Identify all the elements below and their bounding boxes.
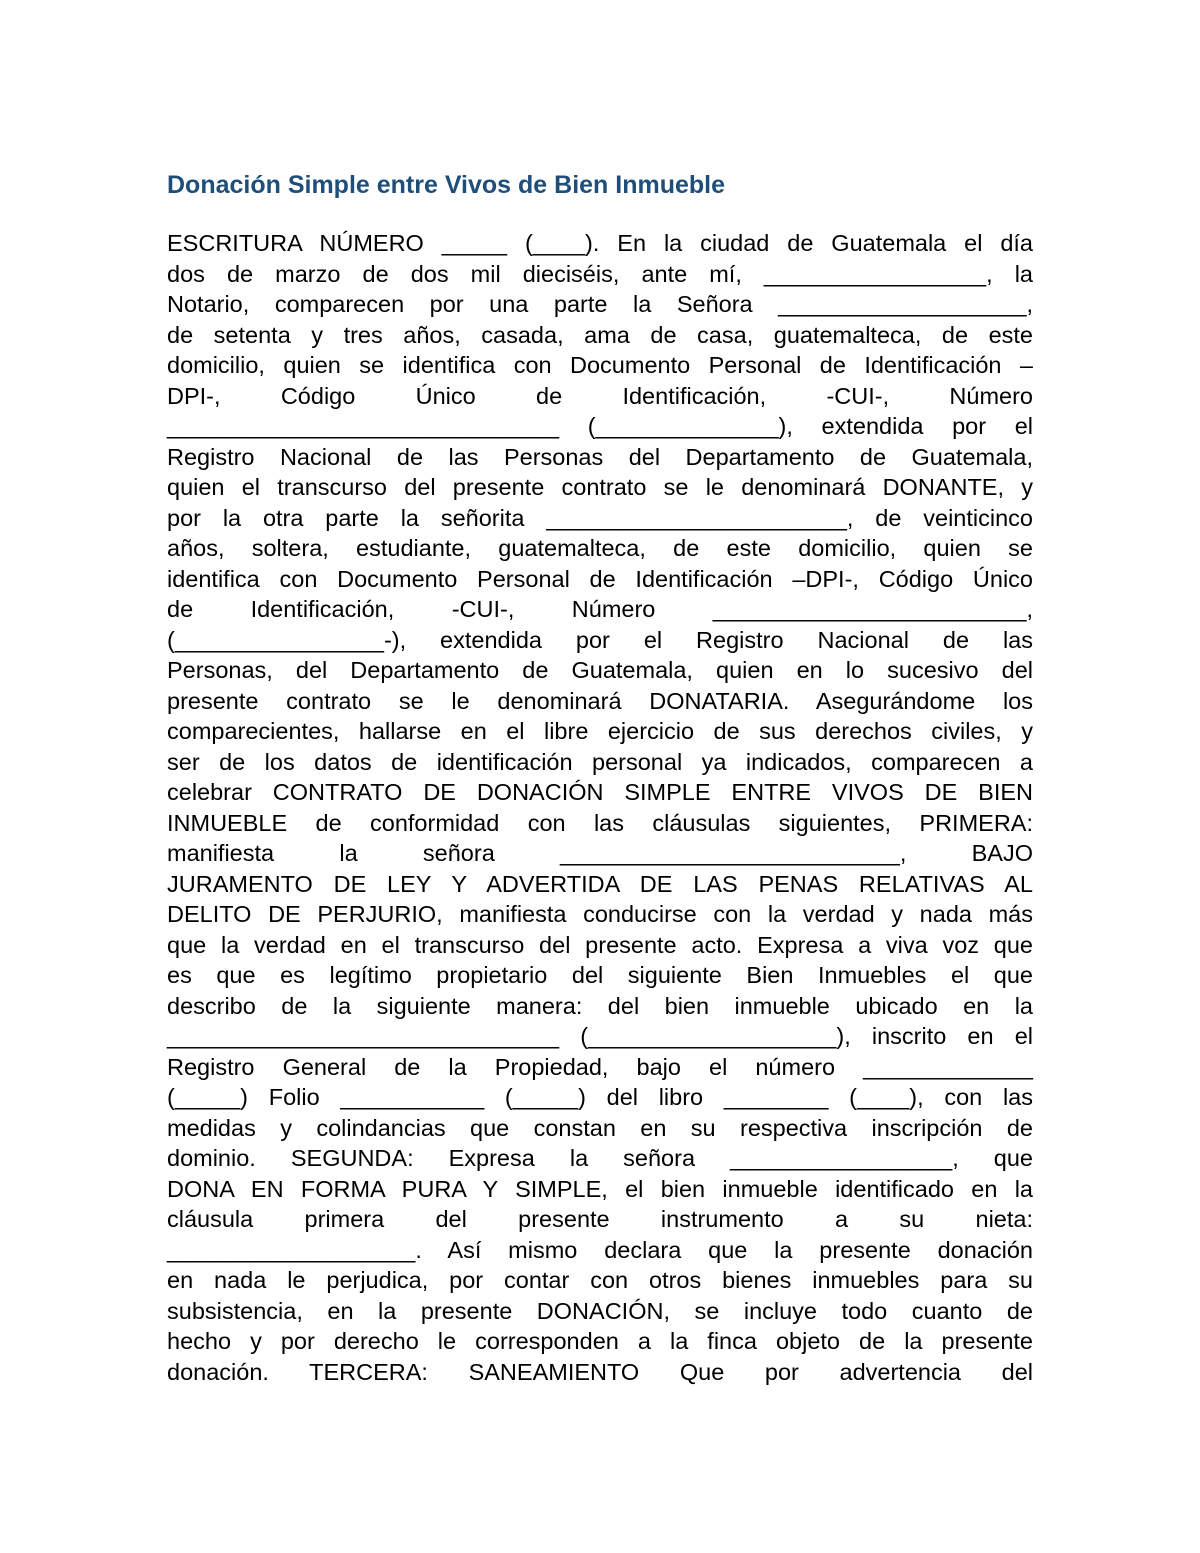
body-line: años, soltera, estudiante, guatemalteca, de este domicilio, quien se [167, 535, 1033, 561]
body-line: manifiesta la señora __________________________, BAJO [167, 840, 1033, 866]
body-line: de Identificación, -CUI-, Número ________________________, [167, 596, 1033, 622]
body-line: de setenta y tres años, casada, ama de casa, guatemalteca, de este [167, 321, 1033, 348]
body-line: quien el transcurso del presente contrato se le denominará DONANTE, y [167, 474, 1033, 500]
body-line: ______________________________ (______________), extendida por el [167, 413, 1033, 439]
body-line: (_____) Folio ___________ (_____) del libro ________ (____), con las [167, 1084, 1033, 1110]
body-line: comparecientes, hallarse en el libre ejercicio de sus derechos civiles, y [167, 718, 1033, 744]
body-line: presente contrato se le denominará DONATARIA. Asegurándome los [167, 687, 1033, 714]
body-line: hecho y por derecho le corresponden a la finca objeto de la presente [167, 1328, 1033, 1354]
body-line: ESCRITURA NÚMERO _____ (____). En la ciudad de Guatemala el día [167, 230, 1033, 256]
body-line: JURAMENTO DE LEY Y ADVERTIDA DE LAS PENAS RELATIVAS AL [167, 870, 1033, 897]
body-line: por la otra parte la señorita _______________________, de veinticinco [167, 504, 1033, 531]
body-line: Registro General de la Propiedad, bajo el número _____________ [167, 1053, 1033, 1080]
body-line: celebrar CONTRATO DE DONACIÓN SIMPLE ENTRE VIVOS DE BIEN [167, 779, 1033, 805]
body-line: ______________________________ (___________________), inscrito en el [167, 1023, 1033, 1049]
body-line: en nada le perjudica, por contar con otros bienes inmuebles para su [167, 1267, 1033, 1293]
body-line: que la verdad en el transcurso del presente acto. Expresa a viva voz que [167, 931, 1033, 958]
body-line: medidas y colindancias que constan en su respectiva inscripción de [167, 1114, 1033, 1141]
body-line: ___________________. Así mismo declara que la presente donación [167, 1236, 1033, 1263]
body-line: describo de la siguiente manera: del bien inmueble ubicado en la [167, 992, 1033, 1019]
document-title: Donación Simple entre Vivos de Bien Inmueble [167, 171, 726, 199]
body-line: Personas, del Departamento de Guatemala, quien en lo sucesivo del [167, 657, 1033, 683]
body-line: Registro Nacional de las Personas del Departamento de Guatemala, [167, 443, 1033, 470]
body-line: donación. TERCERA: SANEAMIENTO Que por advertencia del [167, 1358, 1033, 1385]
body-line: cláusula primera del presente instrumento a su nieta: [167, 1206, 1033, 1232]
body-line: domicilio, quien se identifica con Documento Personal de Identificación – [167, 352, 1033, 378]
body-line: DELITO DE PERJURIO, manifiesta conducirse con la verdad y nada más [167, 901, 1033, 927]
body-line: (________________-), extendida por el Registro Nacional de las [167, 626, 1033, 653]
body-line: ser de los datos de identificación personal ya indicados, comparecen a [167, 748, 1033, 775]
body-line: es que es legítimo propietario del siguiente Bien Inmuebles el que [167, 962, 1033, 988]
body-line: dos de marzo de dos mil dieciséis, ante mí, _________________, la [167, 260, 1033, 287]
body-line: identifica con Documento Personal de Identificación –DPI-, Código Único [167, 565, 1033, 592]
body-line: INMUEBLE de conformidad con las cláusulas siguientes, PRIMERA: [167, 809, 1033, 836]
body-line: subsistencia, en la presente DONACIÓN, se incluye todo cuanto de [167, 1297, 1033, 1324]
body-line: Notario, comparecen por una parte la Señora ___________________, [167, 291, 1033, 317]
document-body [167, 228, 1033, 1387]
body-line: DPI-, Código Único de Identificación, -CUI-, Número [167, 382, 1033, 409]
body-line: dominio. SEGUNDA: Expresa la señora _________________, que [167, 1145, 1033, 1171]
body-line: DONA EN FORMA PURA Y SIMPLE, el bien inmueble identificado en la [167, 1175, 1033, 1202]
